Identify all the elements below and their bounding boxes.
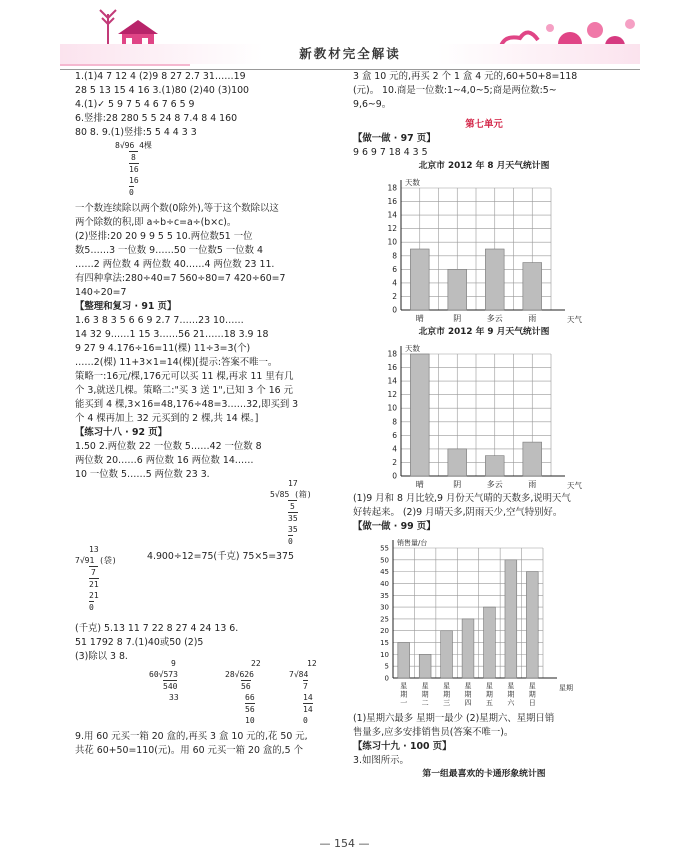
answer-line: 14 32 9……1 15 3……56 21……18 3.9 18 [75,329,269,340]
answer-line: ……2 两位数 4 两位数 40……4 两位数 23 11. [75,259,275,270]
division-row: 0 [129,188,134,197]
bar [448,269,467,310]
division-label: 8√96 4棵 [115,141,152,150]
long-division-3 [75,544,117,613]
answer-line: 3 盒 10 元的,再买 2 个 1 盒 4 元的,60+50+8=118 [353,71,578,82]
answer-line: (3)除以 3 8. [75,651,128,662]
x-tick-label: 阴 [453,480,462,489]
division-row: 14 [303,705,313,714]
y-tick-label: 0 [384,674,389,683]
x-tick-label-char: 星 [507,682,515,690]
division-row: 21 [89,591,99,600]
answer-line: (千克) 5.13 11 7 22 8 27 4 24 13 6. [75,623,239,634]
answer-line: 9.用 60 元买一箱 20 盒的,再买 3 盒 10 元的,花 50 元, [75,731,308,742]
division-row: 33 [169,693,179,702]
y-tick-label: 2 [392,291,397,301]
division-row: 10 [245,716,255,725]
y-tick-label: 12 [387,224,397,234]
right-column [353,70,615,782]
answer-line: 一个数连续除以两个数(0除外),等于这个数除以这 [75,203,279,214]
y-tick-label: 20 [380,627,389,636]
answer-line: 10 一位数 5……5 两位数 23 3. [75,469,210,480]
bar [441,631,453,678]
answer-line: ……2(棵) 11+3×1=14(棵)[提示:答案不唯一。 [75,357,278,368]
x-tick-label-char: 期 [400,690,408,699]
long-division-4 [149,658,179,703]
y-tick-label: 6 [392,264,397,274]
answer-line: 能买到 4 棵,3×16=48,176÷48=3……32,即买到 3 [75,399,299,410]
x-tick-label-char: 日 [528,699,536,707]
bar [523,442,542,476]
bar [448,449,467,476]
answer-line: 140÷20=7 [75,287,127,298]
answer-line: 有四种拿法:280÷40=7 560÷80=7 420÷60=7 [75,273,286,284]
chart-svg [353,340,615,492]
division-row: 21 [89,580,99,589]
answer-line: 个 4 棵再加上 32 元买到的 2 棵,共 14 棵。] [75,413,259,424]
division-row: 66 [245,693,255,702]
answer-line: 28 5 13 15 4 16 3.(1)80 (2)40 (3)100 [75,85,250,96]
section-heading: 【做一做 · 99 页】 [353,521,436,532]
x-tick-label-char: 期 [507,690,515,699]
x-tick-label: 晴 [415,314,424,323]
x-tick-label-char: 星 [464,682,472,690]
division-row: 540 [163,682,178,691]
bar [485,249,504,310]
division-3-block [75,544,337,622]
chart-svg [353,174,615,326]
y-tick-label: 5 [384,662,389,671]
y-tick-label: 0 [392,305,397,315]
x-tick-label-char: 期 [464,690,472,699]
section-heading: 【做一做 · 97 页】 [353,133,436,144]
answer-line: 1.(1)4 7 12 4 (2)9 8 27 2.7 31……19 [75,71,246,82]
header-title: 新教材完全解读 [299,46,401,61]
long-division-1 [115,140,337,202]
y-axis-label: 销售量/台 [397,539,428,547]
y-tick-label: 10 [387,237,397,247]
division-row: 16 [129,165,139,174]
division-label: 7√84 [289,670,309,679]
y-tick-label: 8 [392,251,397,261]
bar [505,560,517,678]
answer-line: 4.(1)✓ 5 9 7 5 4 6 7 6 5 9 [75,99,195,110]
answer-line: 1.6 3 8 3 5 6 6 9 2.7 7……23 10…… [75,315,244,326]
x-tick-label-char: 二 [421,699,429,707]
bar [523,263,542,310]
x-tick-label-char: 四 [464,699,472,707]
x-tick-label-char: 星 [443,682,451,690]
y-tick-label: 4 [392,444,397,454]
division-quotient: 22 [251,659,261,668]
division-row: 7 [91,568,96,577]
y-tick-label: 16 [387,363,397,373]
answer-line: (元)。 10.商是一位数:1~4,0~5;商是两位数:5~ [353,85,557,96]
chart-svg [353,534,615,712]
x-tick-label: 晴 [415,480,424,489]
bar [410,249,429,310]
long-division-6 [289,658,317,726]
y-tick-label: 6 [392,430,397,440]
division-row: 14 [303,693,313,702]
x-axis-label: 天气 [567,315,582,324]
y-tick-label: 8 [392,417,397,427]
chart-title: 第一组最喜欢的卡通形象统计图 [422,769,546,779]
division-row: 56 [241,682,251,691]
answer-line: 80 8. 9.(1)竖排:5 5 4 4 3 3 [75,127,197,138]
y-tick-label: 10 [387,403,397,413]
x-tick-label: 多云 [486,480,503,489]
y-tick-label: 16 [387,197,397,207]
answer-line: 售量多,应多安排销售员(答案不唯一)。 [353,727,514,738]
division-quotient: 17 [288,479,298,488]
y-tick-label: 12 [387,390,397,400]
division-row: 0 [89,603,94,612]
bar [485,456,504,476]
x-tick-label-char: 星 [528,682,536,690]
x-tick-label: 雨 [528,480,537,489]
division-quotient: 13 [89,545,99,554]
y-tick-label: 14 [387,376,397,386]
division-row: 0 [288,537,293,546]
x-tick-label-char: 期 [528,690,536,699]
x-tick-label-char: 星 [400,682,408,690]
answer-line: 4.900÷12=75(千克) 75×5=375 [147,551,294,562]
division-row: 35 [288,514,298,523]
chart-august-weather [353,160,615,326]
answer-line: 好转起来。 (2)9 月晴天多,阴雨天少,空气特别好。 [353,507,563,518]
x-tick-label-char: 五 [485,699,493,707]
answer-line: (1)星期六最多 星期一最少 (2)星期六、星期日销 [353,713,555,724]
answer-line: 9 27 9 4.176÷16=11(棵) 11÷3=3(个) [75,343,251,354]
division-quotient: 12 [307,659,317,668]
answer-line: 策略一:16元/棵,176元可以买 11 棵,再求 11 里有几 [75,371,294,382]
y-tick-label: 18 [387,183,397,193]
long-division-2 [270,478,337,544]
answer-line: 51 1792 8 7.(1)40或50 (2)5 [75,637,204,648]
x-tick-label-char: 期 [421,690,429,699]
x-axis-label: 天气 [567,481,582,490]
unit-title: 第七单元 [465,119,503,130]
answer-line: 1.50 2.两位数 22 一位数 5……42 一位数 8 [75,441,262,452]
y-tick-label: 40 [380,579,389,588]
answer-line: 9,6~9。 [353,99,392,110]
y-tick-label: 50 [380,556,389,565]
y-tick-label: 55 [380,544,389,553]
x-tick-label: 多云 [486,314,503,323]
y-tick-label: 10 [380,650,389,659]
bar [398,643,410,678]
x-axis-label: 星期 [559,684,573,692]
y-tick-label: 0 [392,471,397,481]
division-row: 16 [129,176,139,185]
division-row: 7 [303,682,308,691]
left-column [75,70,337,758]
long-division-5 [225,658,261,726]
division-label: 5√85 (箱) [270,490,312,499]
section-heading: 【整理和复习 · 91 页】 [75,301,177,312]
section-heading: 【练习十八 · 92 页】 [75,427,168,438]
division-row: 5 [290,502,295,511]
answer-line: 数5……3 一位数 9……50 一位数5 一位数 4 [75,245,263,256]
x-tick-label-char: 期 [443,690,451,699]
division-row: 35 [288,525,298,534]
division-quotient: 9 [171,659,176,668]
y-tick-label: 35 [380,591,389,600]
chart-title: 北京市 2012 年 8 月天气统计图 [418,161,550,171]
answer-line: 3.如图所示。 [353,755,409,766]
bar [462,619,474,678]
y-tick-label: 14 [387,210,397,220]
y-tick-label: 4 [392,278,397,288]
answer-line: 9 6 9 7 18 4 3 5 [353,147,428,158]
page-header-banner [60,6,640,68]
y-tick-label: 2 [392,457,397,467]
x-tick-label-char: 三 [443,699,451,707]
x-tick-label: 阴 [453,314,462,323]
x-tick-label-char: 六 [507,699,515,707]
y-axis-label: 天数 [405,178,420,187]
bar [526,572,538,678]
y-axis-label: 天数 [405,344,420,353]
y-tick-label: 18 [387,349,397,359]
answer-line: 两位数 20……6 两位数 16 两位数 14…… [75,455,254,466]
x-tick-label-char: 星 [421,682,429,690]
division-row-block [75,658,337,725]
chart-weekly-sales [353,534,615,712]
x-tick-label-char: 一 [400,699,408,707]
division-label: 60√573 [149,670,178,679]
answer-line: (2)竖排:20 20 9 9 5 5 10.两位数51 一位 [75,231,253,242]
y-tick-label: 25 [380,615,389,624]
y-tick-label: 30 [380,603,389,612]
x-tick-label-char: 期 [485,690,493,699]
answer-line: 6.竖排:28 280 5 5 24 8 7.4 8 4 160 [75,113,238,124]
bar [410,354,429,476]
division-label: 28√626 [225,670,254,679]
bar [419,654,431,678]
y-tick-label: 45 [380,568,389,577]
division-row: 0 [303,716,308,725]
section-heading: 【练习十九 · 100 页】 [353,741,452,752]
chart-title: 北京市 2012 年 9 月天气统计图 [418,327,550,337]
answer-line: 共花 60+50=110(元)。用 60 元买一箱 20 盒的,5 个 [75,745,303,756]
division-row: 56 [245,705,255,714]
x-tick-label: 雨 [528,314,537,323]
bar [484,607,496,678]
division-row: 8 [131,153,136,162]
chart-september-weather [353,326,615,492]
x-tick-label-char: 星 [485,682,493,690]
y-tick-label: 15 [380,639,389,648]
answer-line: (1)9 月和 8 月比较,9 月份天气晴的天数多,说明天气 [353,493,571,504]
answer-line: 两个除数的积,即 a÷b÷c=a÷(b×c)。 [75,217,237,228]
division-label: 7√91 (袋) [75,556,117,565]
answer-line: 个 3,就送几棵。策略二:"买 3 送 1",已知 3 个 16 元 [75,385,293,396]
page-number: — 154 — [319,837,370,850]
